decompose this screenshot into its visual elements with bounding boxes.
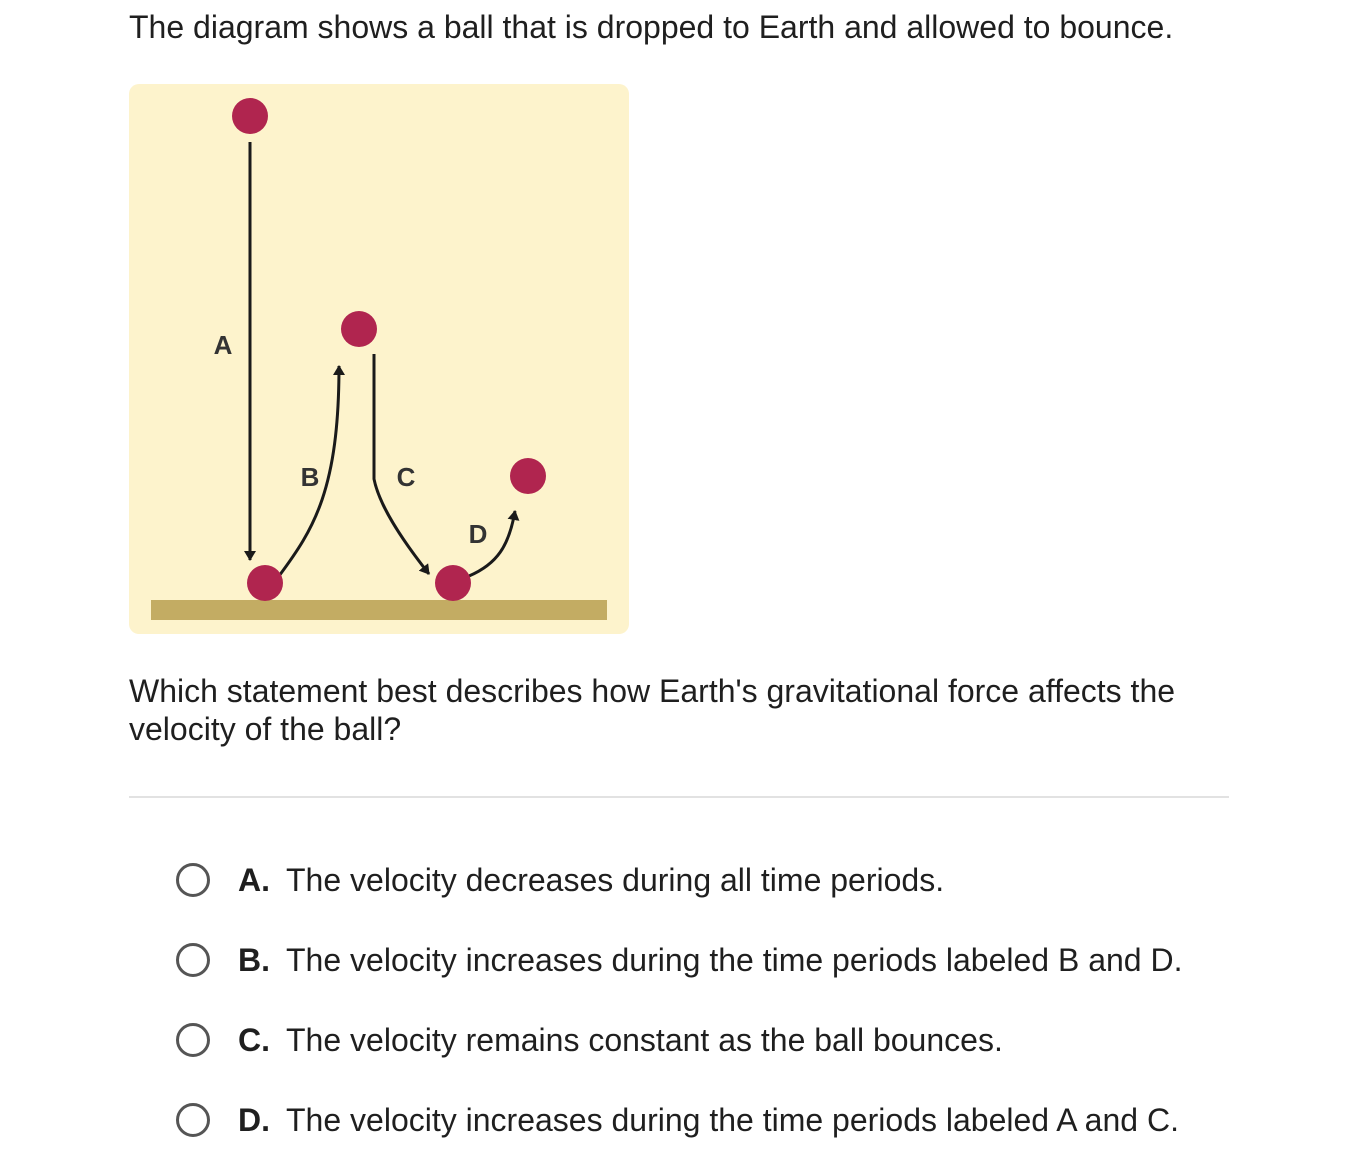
option-letter: A. [238, 861, 270, 898]
ground [151, 600, 607, 620]
diagram-background [129, 84, 629, 634]
intro-text: The diagram shows a ball that is dropped to Earth and allowed to bounce. [129, 9, 1174, 45]
option-letter: D. [238, 1101, 270, 1138]
answer-option-a[interactable] [176, 840, 1276, 920]
bouncing-ball-diagram [129, 84, 629, 634]
option-letter: C. [238, 1021, 270, 1058]
option-text: The velocity increases during the time periods labeled B and D. [286, 941, 1183, 978]
radio-circle-icon[interactable] [176, 1103, 210, 1137]
label-a: A [213, 330, 233, 360]
option-text: The velocity increases during the time periods labeled A and C. [286, 1101, 1179, 1138]
ball-second-bounce [435, 565, 471, 601]
label-b: B [300, 462, 320, 492]
radio-circle-icon[interactable] [176, 863, 210, 897]
ball-first-bounce [247, 565, 283, 601]
label-d: D [468, 519, 488, 549]
answer-option-d[interactable] [176, 1080, 1276, 1152]
ball-top [232, 98, 268, 134]
ball-peak-one [341, 311, 377, 347]
answer-option-b[interactable] [176, 920, 1276, 1000]
radio-circle-icon[interactable] [176, 1023, 210, 1057]
option-letter: B. [238, 941, 270, 978]
ball-peak-two [510, 458, 546, 494]
label-c: C [396, 462, 416, 492]
divider [129, 796, 1229, 798]
option-text: The velocity remains constant as the ball bounces. [286, 1021, 1003, 1058]
answer-options [176, 840, 1276, 1152]
answer-option-c[interactable] [176, 1000, 1276, 1080]
option-text: The velocity decreases during all time periods. [286, 861, 945, 898]
radio-circle-icon[interactable] [176, 943, 210, 977]
question-text: Which statement best describes how Earth's gravitational force affects the velocity of the ball? [129, 673, 1176, 747]
